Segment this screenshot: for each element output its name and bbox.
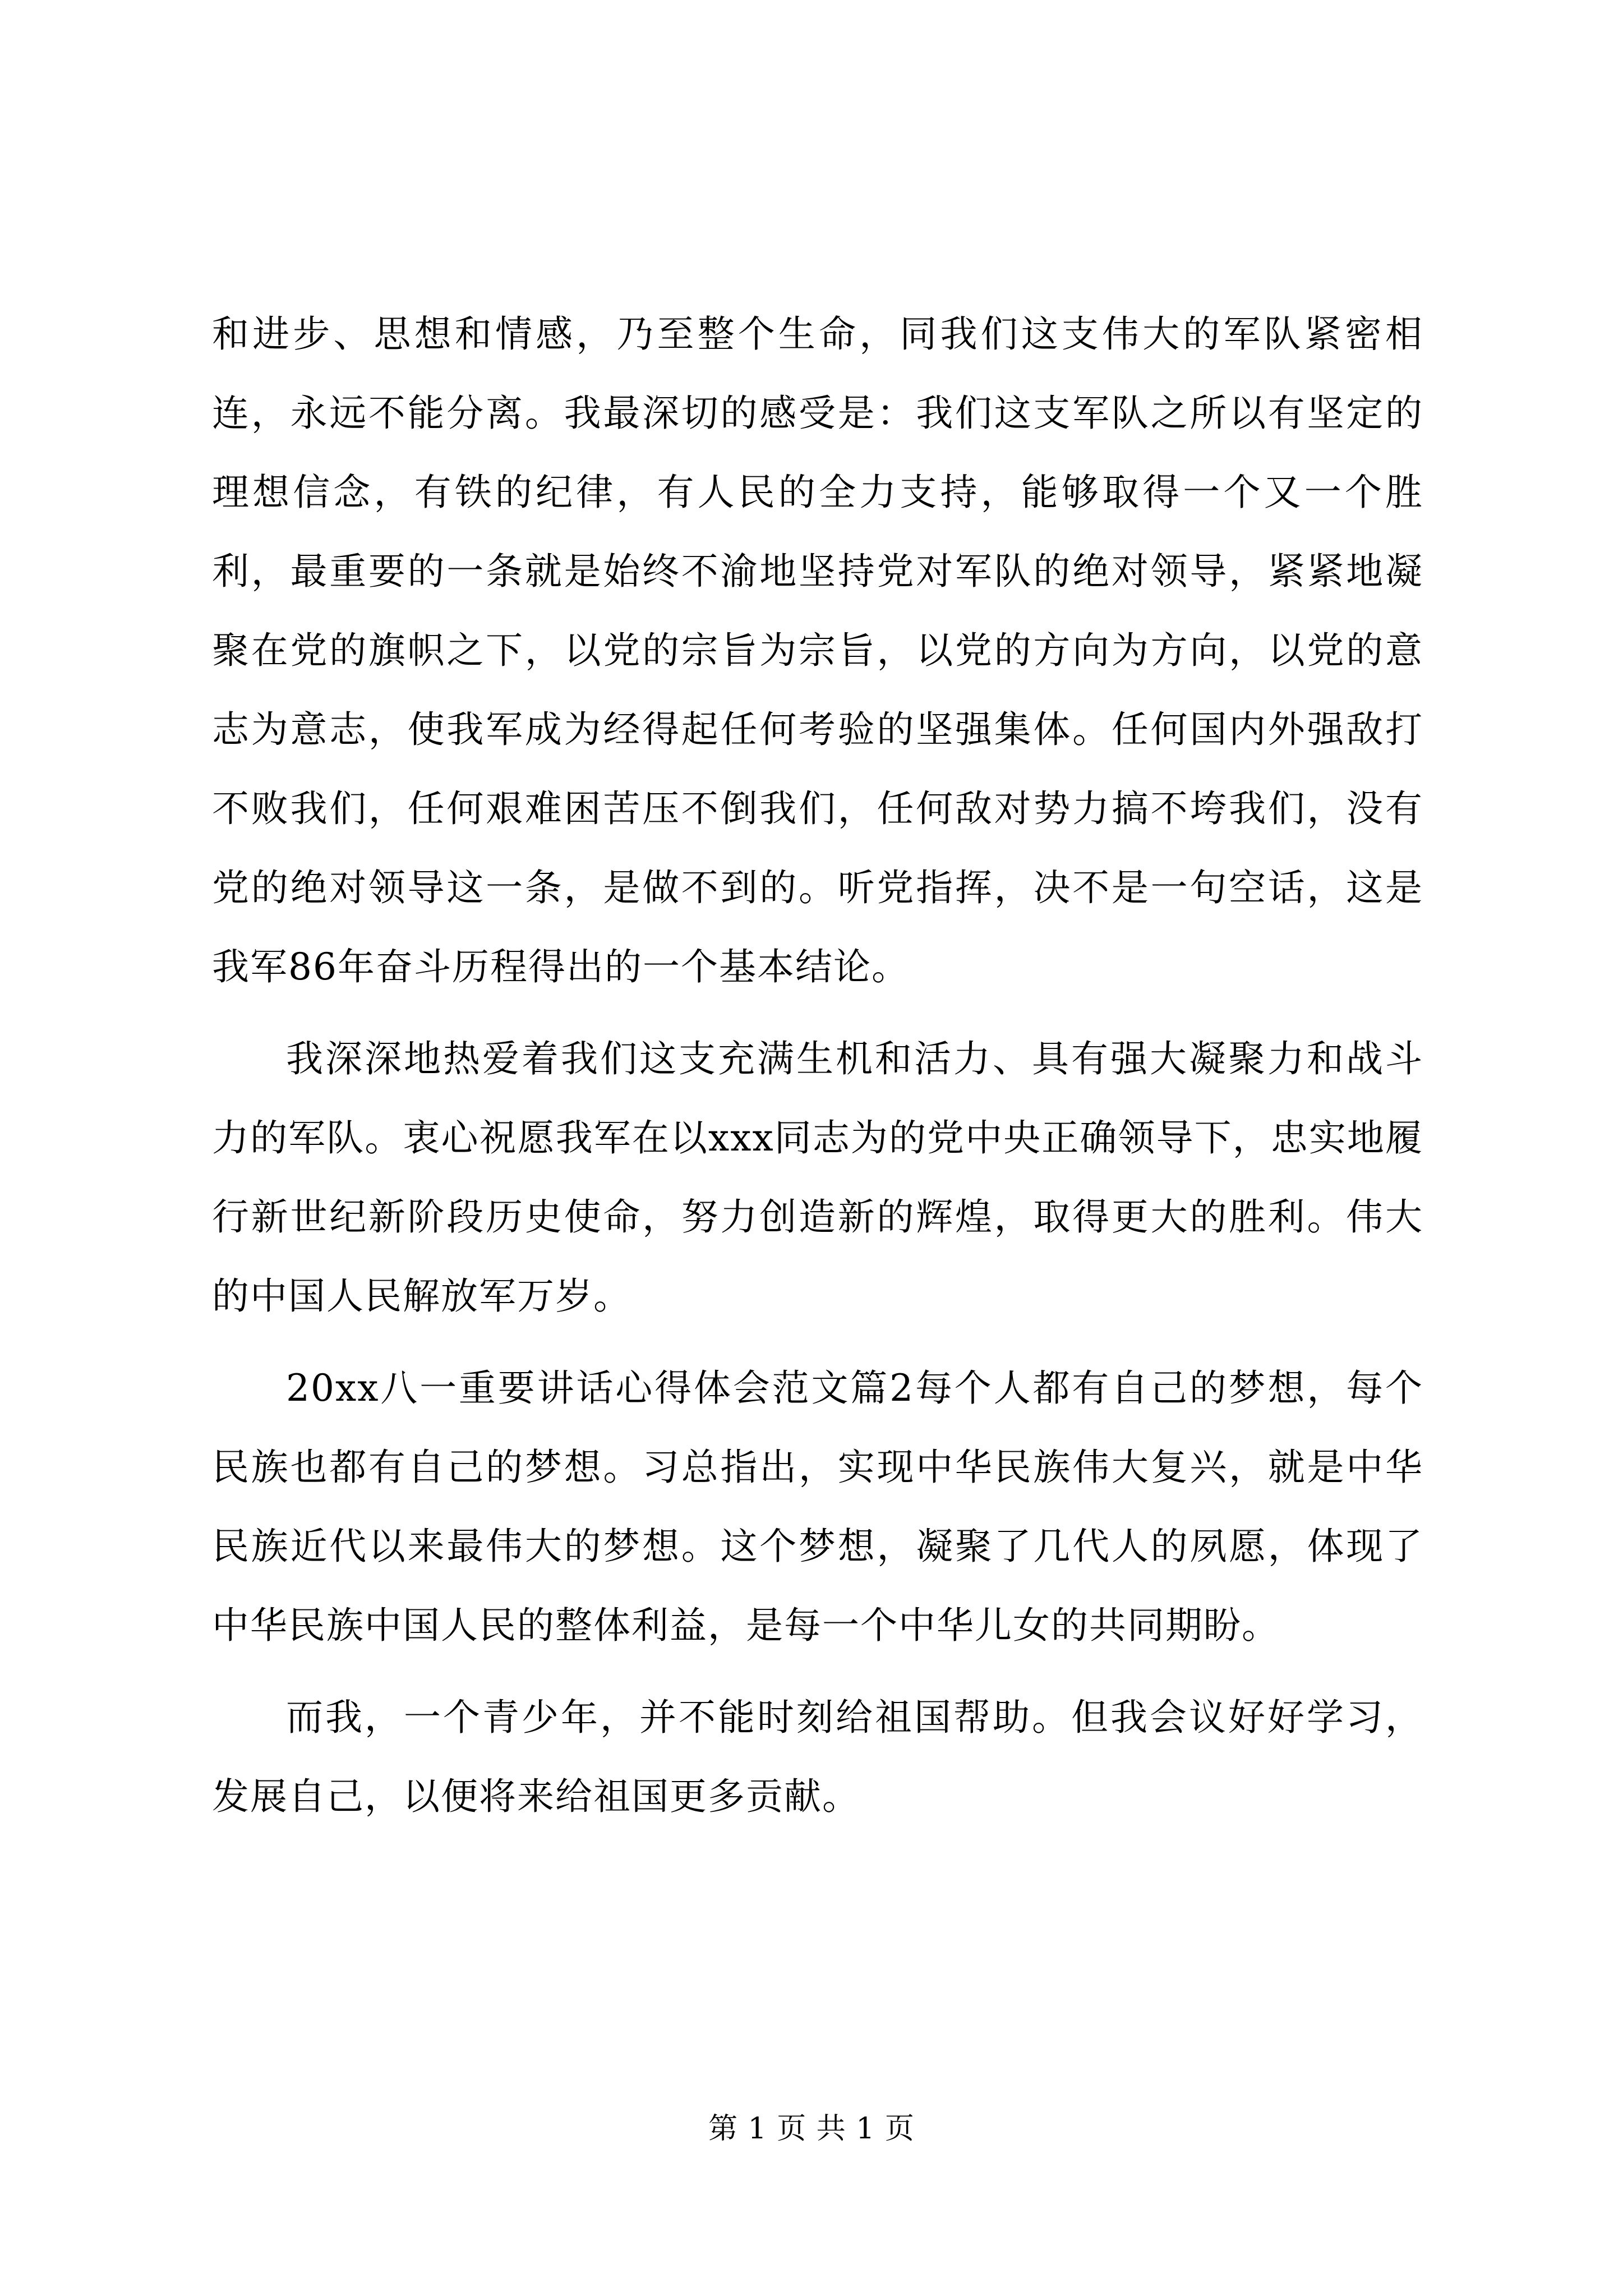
document-body <box>212 295 1423 1836</box>
page-number-label: 第 1 页 共 1 页 <box>708 2112 915 2146</box>
paragraph-3: 20xx八一重要讲话心得体会范文篇2每个人都有自己的梦想，每个民族也都有自己的梦想。习总指出，实现中华民族伟大复兴，就是中华民族近代以来最伟大的梦想。这个梦想，凝聚了几代人的夙愿，体现了中华民族中国人民的整体利益，是每一个中华儿女的共同期盼。 <box>212 1366 1423 1647</box>
page-footer <box>0 2109 1623 2148</box>
paragraph-1: 和进步、思想和情感，乃至整个生命，同我们这支伟大的军队紧密相连，永远不能分离。我最深切的感受是：我们这支军队之所以有坚定的理想信念，有铁的纪律，有人民的全力支持，能够取得一个又一个胜利，最重要的一条就是始终不渝地坚持党对军队的绝对领导，紧紧地凝聚在党的旗帜之下，以党的宗旨为宗旨，以党的方向为方向，以党的意志为意志，使我军成为经得起任何考验的坚强集体。任何国内外强敌打不败我们，任何艰难困苦压不倒我们，任何敌对势力搞不垮我们，没有党的绝对领导这一条，是做不到的。听党指挥，决不是一句空话，这是我军86年奋斗历程得出的一个基本结论。 <box>212 312 1423 988</box>
paragraph-4: 而我，一个青少年，并不能时刻给祖国帮助。但我会议好好学习，发展自己，以便将来给祖国更多贡献。 <box>212 1696 1423 1818</box>
paragraph-2: 我深深地热爱着我们这支充满生机和活力、具有强大凝聚力和战斗力的军队。衷心祝愿我军在以xxx同志为的党中央正确领导下，忠实地履行新世纪新阶段历史使命，努力创造新的辉煌，取得更大的胜利。伟大的中国人民解放军万岁。 <box>212 1037 1423 1318</box>
